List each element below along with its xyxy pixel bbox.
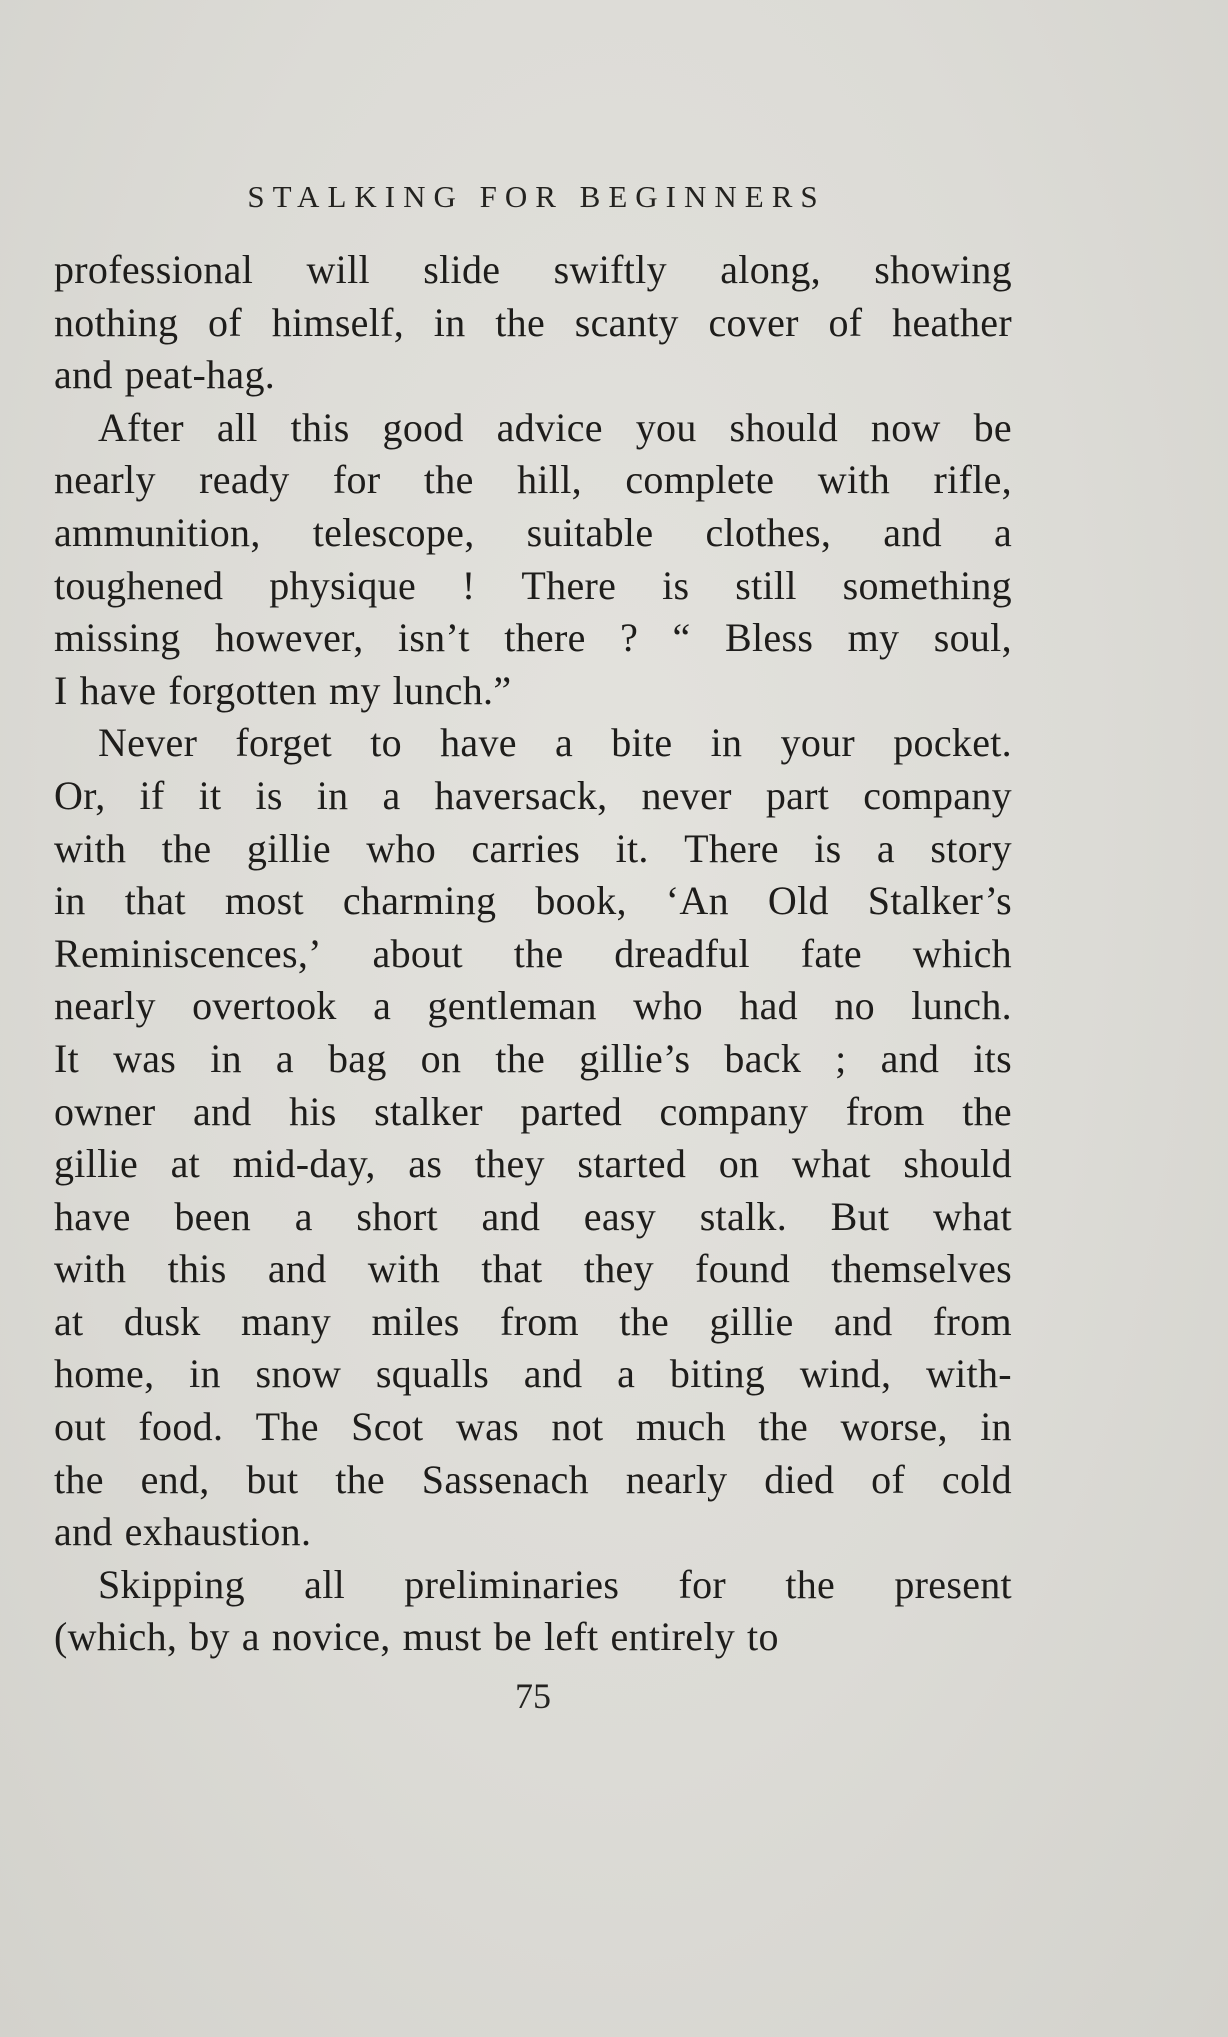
text-line: in that most charming book, ‘An Old Stalker’s xyxy=(54,878,1012,924)
page-number: 75 xyxy=(515,1676,551,1716)
text-line: out food. The Scot was not much the worse, in xyxy=(54,1404,1012,1450)
text-line: missing however, isn’t there ? “ Bless my soul, xyxy=(54,615,1012,661)
text-line: I have forgotten my lunch.” xyxy=(54,667,512,713)
paragraph xyxy=(54,402,1012,718)
text-line: Reminiscences,’ about the dreadful fate which xyxy=(54,930,1012,976)
text-line: and exhaustion. xyxy=(54,1509,312,1555)
text-line: It was in a bag on the gillie’s back ; and its xyxy=(54,1035,1012,1081)
text-line: After all this good advice you should now be xyxy=(98,404,1012,450)
paragraph xyxy=(54,244,1012,402)
running-head: STALKING FOR BEGINNERS xyxy=(247,179,826,214)
text-line: nearly ready for the hill, complete with rifle, xyxy=(54,457,1012,503)
text-line: at dusk many miles from the gillie and from xyxy=(54,1298,1012,1344)
text-line: the end, but the Sassenach nearly died of cold xyxy=(54,1456,1012,1502)
text-line: with this and with that they found themselves xyxy=(54,1246,1012,1292)
text-line: toughened physique ! There is still something xyxy=(54,562,1012,608)
text-line: (which, by a novice, must be left entirely to xyxy=(54,1614,779,1660)
text-line: owner and his stalker parted company from the xyxy=(54,1088,1012,1134)
text-line: Skipping all preliminaries for the present xyxy=(98,1561,1012,1607)
paragraph xyxy=(54,1559,1012,1664)
text-line: ammunition, telescope, suitable clothes, and a xyxy=(54,509,1012,555)
text-line: gillie at mid-day, as they started on what should xyxy=(54,1141,1012,1187)
text-line: nothing of himself, in the scanty cover of heather xyxy=(54,299,1012,345)
text-line: Never forget to have a bite in your pocket. xyxy=(98,720,1012,766)
text-line: Or, if it is in a haversack, never part company xyxy=(54,772,1012,818)
text-line: nearly overtook a gentleman who had no lunch. xyxy=(54,983,1012,1029)
text-line: professional will slide swiftly along, showing xyxy=(54,247,1012,292)
text-line: with the gillie who carries it. There is a story xyxy=(54,825,1012,871)
text-line: home, in snow squalls and a biting wind, with- xyxy=(54,1351,1012,1397)
paragraph xyxy=(54,717,1012,1559)
body-text xyxy=(54,244,1012,1664)
text-line: have been a short and easy stalk. But what xyxy=(54,1193,1012,1239)
text-line: and peat-hag. xyxy=(54,352,276,398)
